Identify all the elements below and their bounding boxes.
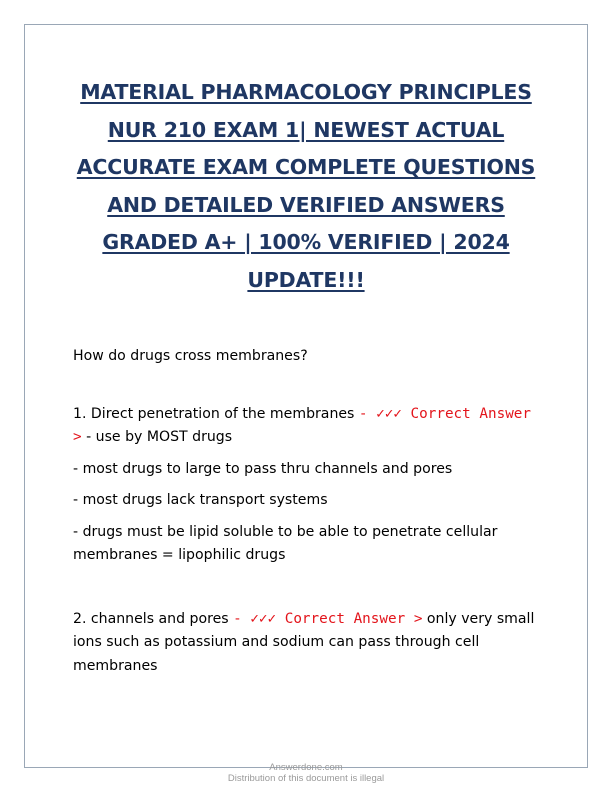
question-text: How do drugs cross membranes?	[73, 348, 308, 364]
footer-distribution-notice: Distribution of this document is illegal	[227, 773, 385, 784]
bullet-item-1: - most drugs to large to pass thru channels and pores	[73, 460, 453, 477]
correct-answer-marker-2: - ✓✓✓ Correct Answer >	[233, 610, 423, 627]
bullet-item-3: - drugs must be lipid soluble to be able to penetrate cellular membranes = lipophilic drugs	[73, 523, 498, 563]
document-title: MATERIAL PHARMACOLOGY PRINCIPLES NUR 210 EXAM 1| NEWEST ACTUAL ACCURATE EXAM COMPLETE QUESTIONS AND DETAILED VERIFIED ANSWERS GRADED A+ | 100% VERIFIED | 2024 UPDATE!!!	[76, 80, 536, 292]
correct-answer-marker-1: - ✓✓✓ Correct Answer >	[73, 405, 532, 445]
answer-item-2-text: only very small ions such as potassium and sodium can pass through cell membranes	[73, 610, 535, 674]
bullet-item-2: - most drugs lack transport systems	[73, 492, 328, 508]
footer-site-name: Answerdone.com	[269, 762, 343, 773]
answer-item-1	[73, 403, 543, 450]
answer-item-2-lead: 2. channels and pores	[73, 610, 234, 627]
answer-item-1-text: - use by MOST drugs	[81, 429, 233, 445]
answer-item-1-lead: 1. Direct penetration of the membranes	[73, 405, 359, 422]
document-body	[73, 345, 543, 686]
answer-item-2	[73, 608, 543, 679]
section-spacer	[73, 576, 543, 608]
